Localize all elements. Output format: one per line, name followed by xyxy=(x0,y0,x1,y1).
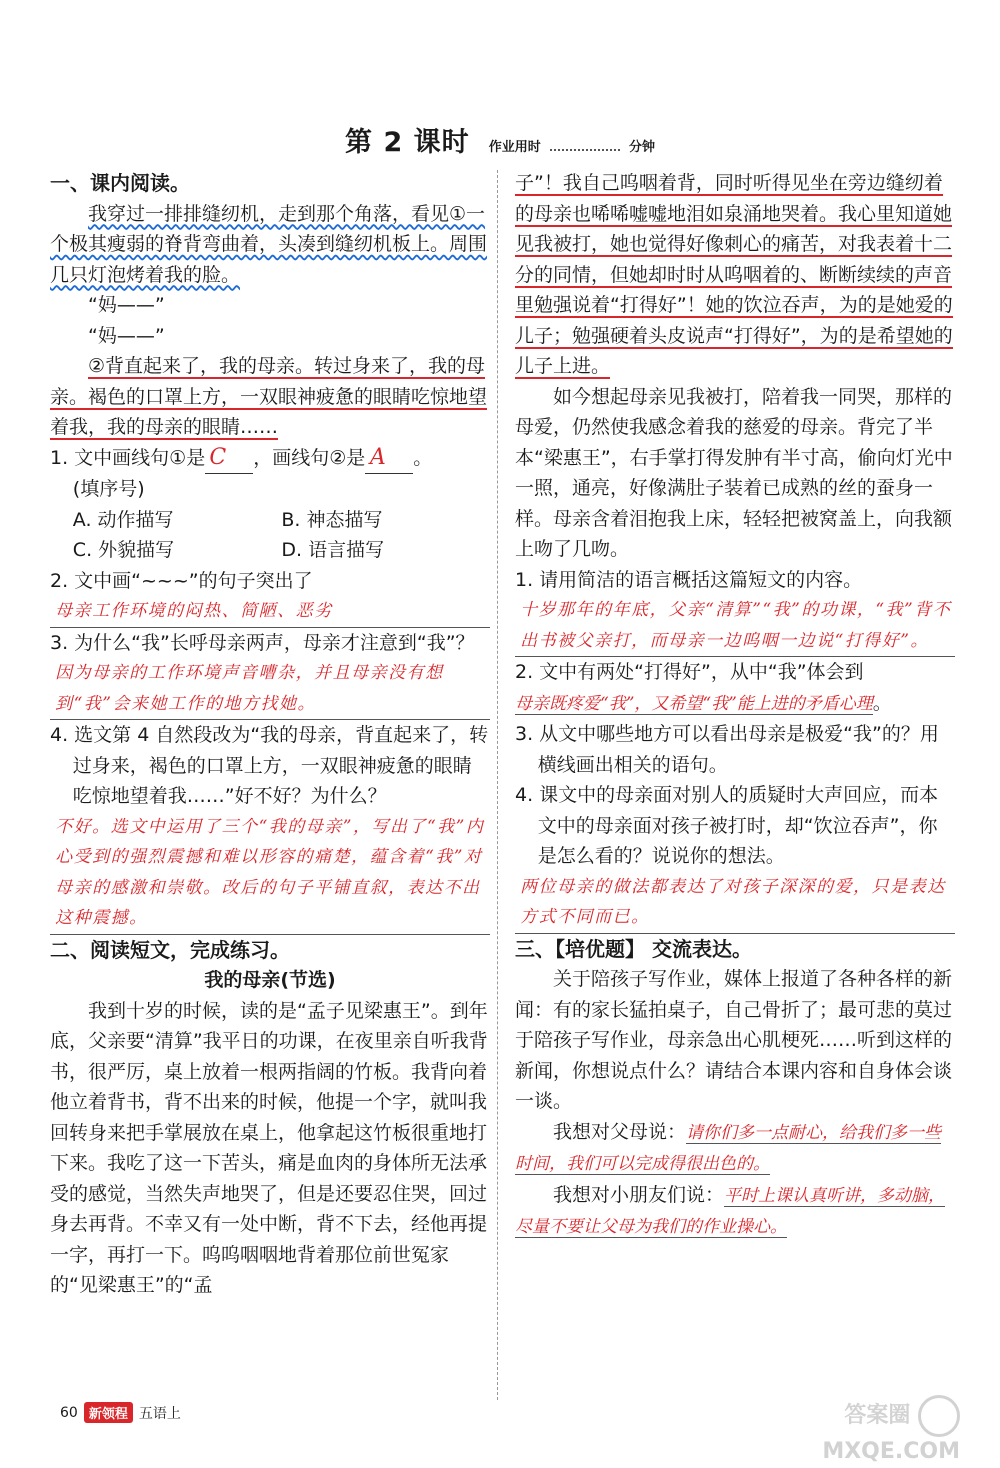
option-a: A. 动作描写 xyxy=(72,508,174,531)
answer-q4[interactable]: 不好。选文中运用了三个“我的母亲”，写出了“我”内心受到的强烈震撼和难以形容的痛楚，蕴含着“我”对母亲的感激和崇敬。改后的句子平铺直叙，表达不出这种震撼。 xyxy=(50,812,490,935)
left-column xyxy=(50,168,490,1301)
reading-paragraph-4: ②背直起来了，我的母亲。转过身来了，我的母亲。褐色的口罩上方，一双眼神疲惫的眼睛吃惊地望着我，我的母亲的眼睛…… xyxy=(50,355,488,438)
article-paragraph-1: 我到十岁的时候，读的是“孟子见梁惠王”。到年底，父亲要“清算”我平日的功课，在夜里亲自听我背书，很严厉，桌上放着一根两指阔的竹板。我背向着他立着背书，背不出来的时候，他提一个字，就叫我回转身来把手掌展放在桌上，他拿起这竹板很重地打下来。我吃了这一下苦头，痛是血肉的身体所无法承受的感觉，当然失声地哭了，但是还要忍住哭，回过身去再背。不幸又有一处中断，背不下去，经他再提一字，再打一下。呜呜咽咽地背着那位前世冤家的“见梁惠王”的“孟 xyxy=(50,999,488,1296)
page-footer xyxy=(60,1402,181,1423)
section-3-title: 三、【培优题】 交流表达。 xyxy=(515,936,752,961)
right-column xyxy=(515,168,955,1243)
answer-r-q4[interactable]: 两位母亲的做法都表达了对孩子深深的爱，只是表达方式不同而已。 xyxy=(515,872,955,934)
lesson-header xyxy=(0,120,1000,159)
subject-label: 五语上 xyxy=(138,1405,181,1422)
question-1-options xyxy=(50,505,490,566)
answer-r-q2-row: 母亲既疼爱“我”，又希望“我”能上进的矛盾心理。 xyxy=(515,691,892,714)
r-question-3: 3. 从文中哪些地方可以看出母亲是极爱“我”的？用横线画出相关的语句。 xyxy=(515,723,939,776)
question-4: 4. 选文第 4 自然段改为“我的母亲，背直起来了，转过身来，褐色的口罩上方，一双眼神疲惫的眼睛吃惊地望着我……”好不好？为什么？ xyxy=(50,724,489,807)
column-divider xyxy=(497,170,498,1400)
minutes-label: 分钟 xyxy=(628,140,655,155)
brand-logo: 新领程 xyxy=(84,1402,133,1423)
parents-prompt: 我想对父母说：请你们多一点耐心，给我们多一些时间，我们可以完成得很出色的。 xyxy=(515,1120,942,1174)
answer-r-q1[interactable]: 十岁那年的年底，父亲“清算”“我”的功课，“我”背不出书被父亲打，而母亲一边呜咽一边说“打得好”。 xyxy=(515,595,955,657)
option-c: C. 外貌描写 xyxy=(72,539,175,561)
article-paragraph-3: 如今想起母亲见我被打，陪着我一同哭，那样的母爱，仍然使我感念着我的慈爱的母亲。背完了半本“梁惠王”，右手掌打得发肿有半寸高，偷向灯光中一照，通亮，好像满肚子装着已成熟的丝的蚕身一样。母亲含着泪抱我上床，轻轻把被窝盖上，向我额上吻了几吻。 xyxy=(515,385,953,560)
option-d: D. 语言描写 xyxy=(281,539,385,561)
homework-time-label: 作业用时 xyxy=(488,140,541,155)
section-2-title: 二、阅读短文，完成练习。 xyxy=(50,937,290,962)
section-3-prompt: 关于陪孩子写作业，媒体上报道了各种各样的新闻：有的家长猛拍桌子，自己骨折了；最可悲的莫过于陪孩子写作业，母亲急出心肌梗死……听到这样的新闻，你想说点什么？请结合本课内容和自身体会谈一谈。 xyxy=(515,968,953,1112)
answer-q2[interactable]: 母亲工作环境的闷热、简陋、恶劣 xyxy=(50,596,490,628)
question-1: 1. 文中画线句①是 C ，画线句②是 A 。 (填序号) xyxy=(50,444,433,500)
answer-parents[interactable]: 请你们多一点耐心，给我们多一些时间，我们可以完成得很出色的。 xyxy=(515,1122,942,1174)
option-b: B. 神态描写 xyxy=(281,508,383,531)
answer-r-q2[interactable]: 母亲既疼爱“我”，又希望“我”能上进的矛盾心理 xyxy=(515,693,873,714)
question-3: 3. 为什么“我”长呼母亲两声，母亲才注意到“我”？ xyxy=(50,631,475,654)
watermark: 答案圈 MXQE.COM xyxy=(760,1395,960,1463)
r-question-1: 1. 请用简洁的语言概括这篇短文的内容。 xyxy=(515,568,863,591)
answer-blank-1[interactable]: C xyxy=(205,443,253,475)
answer-blank-2[interactable]: A xyxy=(365,443,413,475)
article-paragraph-2: 子”！我自己呜咽着背，同时听得见坐在旁边缝纫着的母亲也唏唏嘘嘘地泪如泉涌地哭着。我心里知道她见我被打，她也觉得好像刺心的痛苦，对我表着十二分的同情，但她却时时从呜咽着的、断断续续的声音里勉强说着“打得好”！她的饮泣吞声，为的是她爱的儿子；勉强硬着头皮说声“打得好”，为的是希望她的儿子上进。 xyxy=(515,172,953,377)
answer-kids[interactable]: 平时上课认真听讲，多动脑，尽量不要让父母为我们的作业操心。 xyxy=(515,1185,946,1237)
reading-paragraph-2: “妈——” xyxy=(88,294,165,316)
watermark-seal-icon xyxy=(918,1395,960,1437)
r-question-2: 2. 文中有两处“打得好”，从中“我”体会到 xyxy=(515,661,864,683)
homework-time-blank xyxy=(550,149,620,151)
kids-prompt: 我想对小朋友们说：平时上课认真听讲，多动脑，尽量不要让父母为我们的作业操心。 xyxy=(515,1183,946,1237)
article-title: 我的母亲(节选) xyxy=(204,969,336,991)
reading-paragraph-1: 我穿过一排排缝纫机，走到那个角落，看见①一个极其瘦弱的脊背弯曲着，头凑到缝纫机板上。周围几只灯泡烤着我的脸。 xyxy=(50,202,488,286)
lesson-title: 第 2 课时 xyxy=(345,127,470,158)
reading-paragraph-3: “妈——” xyxy=(88,324,165,347)
answer-q3[interactable]: 因为母亲的工作环境声音嘈杂，并且母亲没有想到“我”会来她工作的地方找她。 xyxy=(50,658,490,720)
section-1-title: 一、课内阅读。 xyxy=(50,171,190,195)
question-2: 2. 文中画“~~~”的句子突出了 xyxy=(50,569,313,592)
r-question-4: 4. 课文中的母亲面对别人的质疑时大声回应，而本文中的母亲面对孩子被打时，却“饮泣吞声”，你是怎么看的？说说你的想法。 xyxy=(515,784,939,867)
page-number: 60 xyxy=(60,1404,78,1421)
